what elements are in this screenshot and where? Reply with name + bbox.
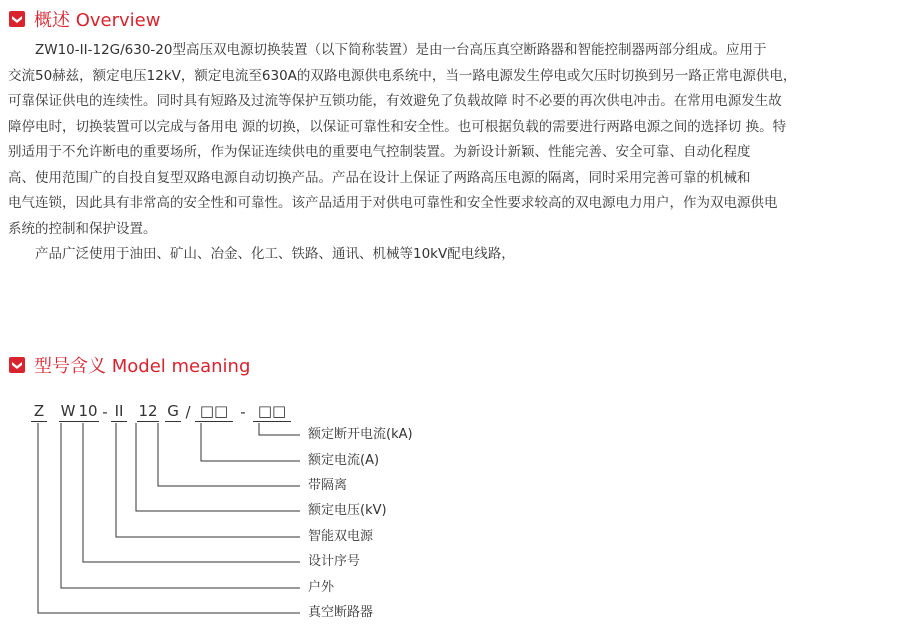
code-slash: / (185, 403, 191, 421)
label-design-number: 设计序号 (308, 554, 361, 569)
code-segment-12: 12 (138, 402, 158, 420)
label-vacuum-breaker: 真空断路器 (308, 605, 374, 620)
connector-vacuum-breaker (38, 423, 300, 613)
code-dash-2: - (240, 403, 246, 421)
paragraph-applications: 产品广泛使用于油田、矿山、冶金、化工、铁路、通讯、机械等10kV配电线路， (35, 246, 515, 262)
connector-rated-current (201, 423, 300, 461)
overview-title: 概述 Overview (34, 10, 161, 31)
code-segment-w: W (60, 402, 76, 420)
connector-rated-voltage (136, 423, 300, 511)
label-rated-voltage: 额定电压(kV) (308, 503, 387, 518)
paragraph-line: 可靠保证供电的连续性。同时具有短路及过流等保护互锁功能，有效避免了负载故障 时不必要的再次供电冲击。在常用电源发生故 (8, 93, 782, 109)
label-rated-breaking-current: 额定断开电流(kA) (308, 427, 413, 442)
code-segment-current: □□ (195, 401, 233, 422)
paragraph-line: 高、使用范围广的自投自复型双路电源自动切换产品。产品在设计上保证了两路高压电源的隔离，同时采用完善可靠的机械和 (8, 169, 751, 186)
code-segment-breaking: □□ (253, 401, 291, 422)
code-dash-1: - (102, 403, 108, 421)
connector-outdoor (61, 423, 300, 588)
paragraph-line: 系统的控制和保护设置。 (8, 220, 157, 237)
paragraph-line: 别适用于不允许断电的重要场所，作为保证连续供电的重要电气控制装置。为新设计新颖、性能完善、安全可靠、自动化程度 (8, 144, 751, 160)
label-rated-current: 额定电流(A) (308, 453, 380, 468)
model-title: 型号含义 Model meaning (34, 356, 251, 377)
paragraph-line: 障停电时，切换装置可以完成与备用电 源的切换，以保证可靠性和安全性。也可根据负载的需要进行两路电源之间的选择切 换。特 (8, 118, 787, 135)
code-segment-10: 10 (78, 402, 98, 420)
paragraph-line: 电气连锁，因此具有非常高的安全性和可靠性。该产品适用于对供电可靠性和安全性要求较高的双电源电力用户，作为双电源供电 (8, 195, 778, 211)
code-segment-z: Z (31, 401, 47, 422)
paragraph-line: 交流50赫兹，额定电压12kV，额定电流至630A的双路电源供电系统中，当一路电源发生停电或欠压时切换到另一路正常电源供电， (8, 67, 797, 84)
paragraph-line: ZW10-II-12G/630-20型高压双电源切换装置（以下简称装置）是由一台高压真空断路器和智能控制器两部分组成。应用于 (35, 42, 767, 58)
connector-isolation (158, 423, 300, 486)
label-outdoor: 户外 (308, 580, 335, 595)
connector-breaking-current (259, 423, 300, 435)
code-segment-g: G (165, 401, 181, 422)
code-segment-ii: II (111, 401, 127, 422)
label-smart-dual-power: 智能双电源 (308, 529, 374, 544)
label-with-isolation: 带隔离 (308, 478, 348, 493)
connector-smart-dual (116, 423, 300, 537)
